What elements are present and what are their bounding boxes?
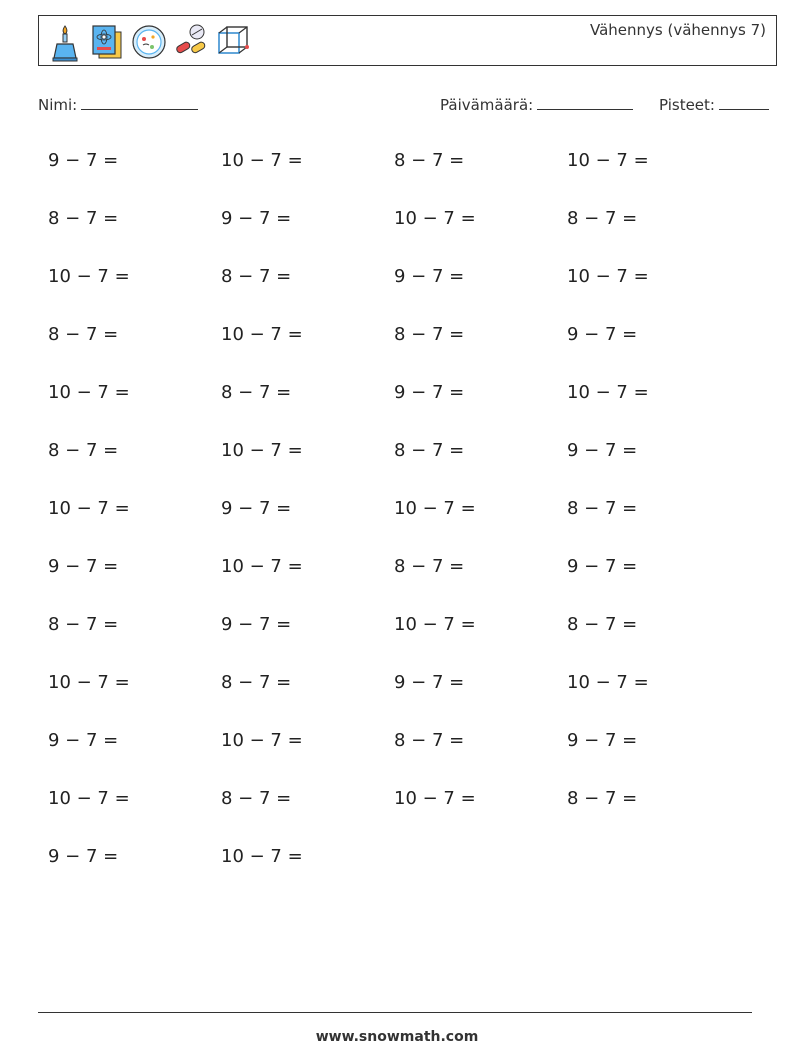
problem-item: 9 − 7 =	[567, 730, 638, 751]
problem-item: 10 − 7 =	[221, 846, 303, 867]
footer-url: www.snowmath.com	[315, 1029, 479, 1045]
problem-item: 8 − 7 =	[48, 440, 119, 461]
problem-item: 9 − 7 =	[48, 556, 119, 577]
problem-item: 8 − 7 =	[48, 614, 119, 635]
problem-item: 8 − 7 =	[567, 614, 638, 635]
problem-item: 9 − 7 =	[394, 266, 465, 287]
petri-dish-icon	[131, 20, 167, 62]
problem-item: 10 − 7 =	[221, 150, 303, 171]
problem-item: 8 − 7 =	[221, 788, 292, 809]
problem-item: 8 − 7 =	[567, 498, 638, 519]
problem-item: 10 − 7 =	[394, 498, 476, 519]
problem-item: 10 − 7 =	[221, 556, 303, 577]
problem-item: 10 − 7 =	[567, 266, 649, 287]
cube-icon	[215, 20, 251, 62]
problem-item: 8 − 7 =	[221, 266, 292, 287]
problem-item: 9 − 7 =	[221, 498, 292, 519]
name-label: Nimi:	[38, 96, 78, 114]
date-field[interactable]	[440, 95, 633, 114]
problem-item: 10 − 7 =	[394, 788, 476, 809]
problem-item: 9 − 7 =	[48, 846, 119, 867]
science-book-icon	[89, 20, 125, 62]
problem-item: 8 − 7 =	[48, 208, 119, 229]
problem-item: 10 − 7 =	[221, 440, 303, 461]
problem-item: 9 − 7 =	[394, 382, 465, 403]
problem-item: 10 − 7 =	[567, 672, 649, 693]
name-line	[81, 95, 198, 110]
problem-item: 8 − 7 =	[394, 150, 465, 171]
problem-item: 9 − 7 =	[48, 730, 119, 751]
problem-item: 10 − 7 =	[221, 730, 303, 751]
problem-item: 8 − 7 =	[394, 730, 465, 751]
problem-item: 8 − 7 =	[394, 324, 465, 345]
problem-item: 8 − 7 =	[394, 556, 465, 577]
problem-item: 10 − 7 =	[221, 324, 303, 345]
problem-item: 8 − 7 =	[221, 382, 292, 403]
footer-divider	[38, 1012, 752, 1013]
problem-item: 10 − 7 =	[567, 150, 649, 171]
pills-icon	[173, 20, 209, 62]
problem-item: 10 − 7 =	[48, 498, 130, 519]
problem-item: 8 − 7 =	[221, 672, 292, 693]
date-line	[537, 95, 633, 110]
problem-item: 9 − 7 =	[221, 614, 292, 635]
problem-item: 10 − 7 =	[48, 382, 130, 403]
problem-item: 8 − 7 =	[48, 324, 119, 345]
bunsen-burner-icon	[47, 20, 83, 62]
problem-item: 9 − 7 =	[48, 150, 119, 171]
name-field[interactable]	[38, 95, 198, 114]
problem-item: 8 − 7 =	[394, 440, 465, 461]
score-field[interactable]	[659, 95, 769, 114]
header-icons	[47, 20, 251, 62]
problem-item: 9 − 7 =	[221, 208, 292, 229]
problem-item: 8 − 7 =	[567, 208, 638, 229]
problem-item: 10 − 7 =	[567, 382, 649, 403]
problem-item: 10 − 7 =	[48, 672, 130, 693]
score-label: Pisteet:	[659, 96, 715, 114]
problem-item: 10 − 7 =	[394, 208, 476, 229]
problem-item: 9 − 7 =	[567, 440, 638, 461]
problem-item: 9 − 7 =	[394, 672, 465, 693]
problem-item: 10 − 7 =	[394, 614, 476, 635]
problem-item: 8 − 7 =	[567, 788, 638, 809]
problem-item: 10 − 7 =	[48, 788, 130, 809]
score-line	[719, 95, 769, 110]
problem-item: 10 − 7 =	[48, 266, 130, 287]
problem-item: 9 − 7 =	[567, 556, 638, 577]
worksheet-header	[38, 15, 777, 66]
problem-item: 9 − 7 =	[567, 324, 638, 345]
date-label: Päivämäärä:	[440, 96, 534, 114]
worksheet-title: Vähennys (vähennys 7)	[589, 21, 766, 39]
